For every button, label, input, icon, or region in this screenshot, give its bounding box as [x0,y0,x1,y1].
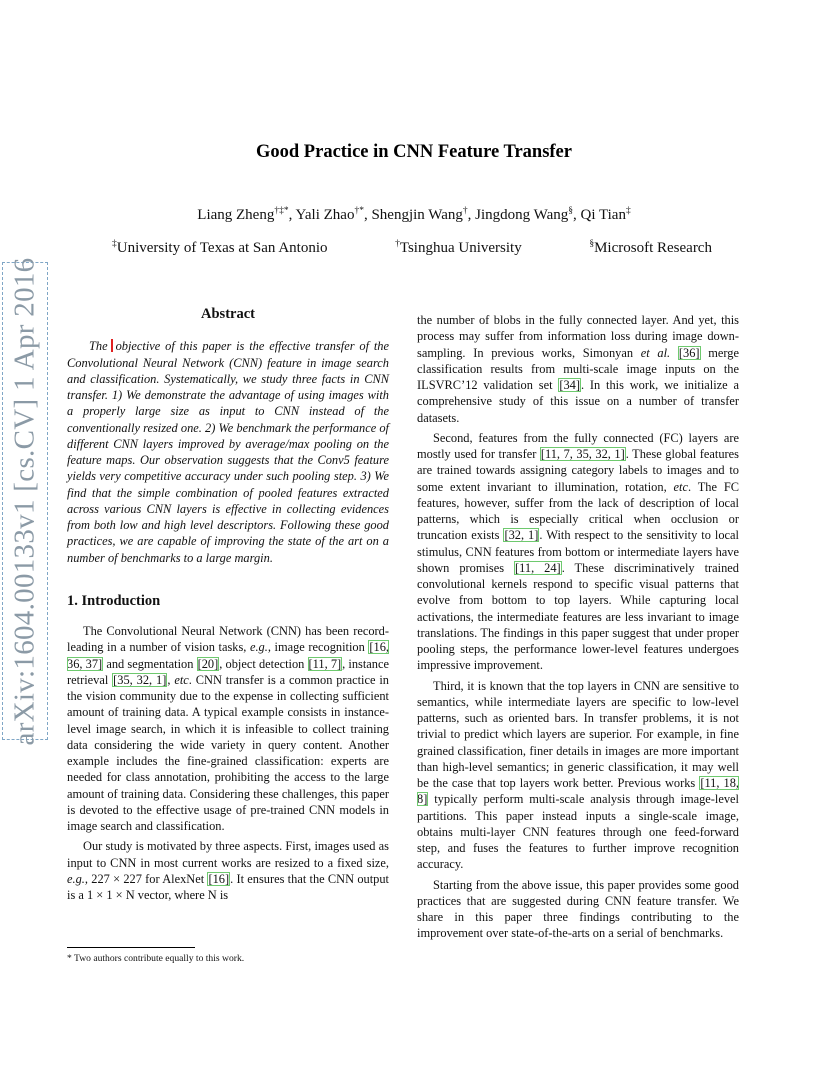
affiliation: §Microsoft Research [589,239,712,256]
right-column [417,312,739,946]
author: Qi Tian‡ [580,206,631,223]
affiliation: ‡University of Texas at San Antonio [112,239,328,256]
footnote-rule [67,947,195,948]
citation-link[interactable]: [11, 7] [308,656,342,671]
citation-link[interactable]: [34] [559,378,580,392]
abstract-heading: Abstract [201,306,255,322]
citation-link[interactable]: [35, 32, 1] [113,672,167,687]
citation-link[interactable]: [11, 24] [515,560,561,575]
abstract-body: The objective of this paper is the effective transfer of the Convolutional Neural Network (CNN) feature in image search and classification. Systematically, we study three facts in CNN transfer. 1) We demonstrate the advantage of using images with a properly large size as input to CNN instead of the conventionally resized one. 2) We benchmark the performance of different CNN layers improved by average/max pooling on the feature maps. Our observation suggests that the Conv5 feature yields very competitive accuracy under such pooling step. 3) We find that the simple combination of pooled features extracted across various CNN layers is effective in collecting evidences from both low and high level descriptors. Following these good practices, we are capable of improving the state of the art on a number of benchmarks to a large margin. [67,339,389,565]
citation-link[interactable]: [11, 7, 35, 32, 1] [540,447,625,461]
arxiv-identifier-stamp [2,257,48,745]
intro-paragraph-2: Our study is motivated by three aspects. First, images used as input to CNN in most current works are resized to a fixed size, e.g., 227 × 227 for AlexNet [16]. It ensures that the CNN output is a 1 × 1 × N vector, where N is [67,839,389,902]
citation-link[interactable]: [11, 18, 8] [417,776,739,807]
author: Shengjin Wang†, [371,206,476,223]
citation-link[interactable]: [32, 1] [504,528,539,543]
arxiv-identifier: arXiv:1604.00133v1 [cs.CV] 1 Apr 2016 [8,257,41,745]
author: Liang Zheng†‡*, [197,206,296,223]
left-column [67,306,389,907]
right-paragraph-3: Third, it is known that the top layers in CNN are sensitive to semantics, while intermediate layers are specific to low-level patterns, such as oriented bars. In transfer problems, it is not trivial to predict which layers are superior. For example, in fine grained classification, finer details in images are more important than high-level semantics; in generic classification, it may well be the case that top layers work better. Previous works [11, 18, 8] typically perform multi-scale analysis through image-level partitions. This paper instead inputs a single-scale image, obtains multi-layer CNN features through one feed-forward step, and fuses the features to further improve recognition accuracy. [417,678,739,872]
right-paragraph-2: Second, features from the fully connected (FC) layers are mostly used for transfer [11, 7, 35, 32, 1]. These global features are trained towards assigning category labels to images and to some extent invariant to illumination, rotation, etc. The FC features, however, suffer from the lack of description of local patterns, which is especially critical when occlusion or truncation exists [32, 1]. With respect to the sensitivity to local stimulus, CNN features from bottom or intermediate layers have shown promises [11, 24]. These discriminatively trained convolutional kernels respond to specific visual patterns that evolve from bottom to top layers. While capturing local activations, the intermediate features are less invariant to image translations. The findings in this paper suggest that under proper pooling steps, the performance lower-level features undergoes impressive improvement. [417,430,740,673]
citation-link[interactable]: [16, 36, 37] [67,640,389,671]
footnote: * Two authors contribute equally to this work. [67,953,245,964]
paper-title: Good Practice in CNN Feature Transfer [256,142,572,162]
author-list [0,207,828,224]
affiliation-list [112,240,712,257]
text-cursor-marker [111,339,113,352]
author: Jingdong Wang§, [475,206,581,223]
intro-paragraph-1: The Convolutional Neural Network (CNN) has been record-leading in a number of vision tasks, e.g., image recognition [16, 36, 37] and segmentation [20], object detection [11, 7], instance retrieval [35, 32, 1], etc. CNN transfer is a common practice in the vision community due to the expense in collecting sufficient amount of training data. A typical example consists in instance-level image search, in which it is infeasible to collect training data considering the wide variety in query content. Another example includes the fine-grained classification: experts are needed for class annotation, prohibiting the access to the large amount of training data. Considering these challenges, this paper is devoted to the effective usage of pre-trained CNN models in image search and classification. [67,624,390,833]
affiliation: †Tsinghua University [395,239,522,256]
right-paragraph-4: Starting from the above issue, this paper provides some good practices that are suggested during CNN feature transfer. We share in this paper three findings contributing to the improvement over state-of-the-arts on a serial of benchmarks. [417,877,739,941]
introduction-heading: 1. Introduction [67,592,161,609]
author: Yali Zhao†*, [295,206,372,223]
citation-link[interactable]: [16] [208,871,230,886]
citation-link[interactable]: [20] [197,656,219,671]
citation-link[interactable]: [36] [678,345,700,360]
right-paragraph-1: the number of blobs in the fully connected layer. And yet, this process may suffer from information loss during image down-sampling. In previous works, Simonyan et al. [36] merge classification results from multi-scale image inputs on the ILSVRC’12 validation set [34]. In this work, we initialize a comprehensive study of this issue on a number of transfer datasets. [417,313,739,425]
